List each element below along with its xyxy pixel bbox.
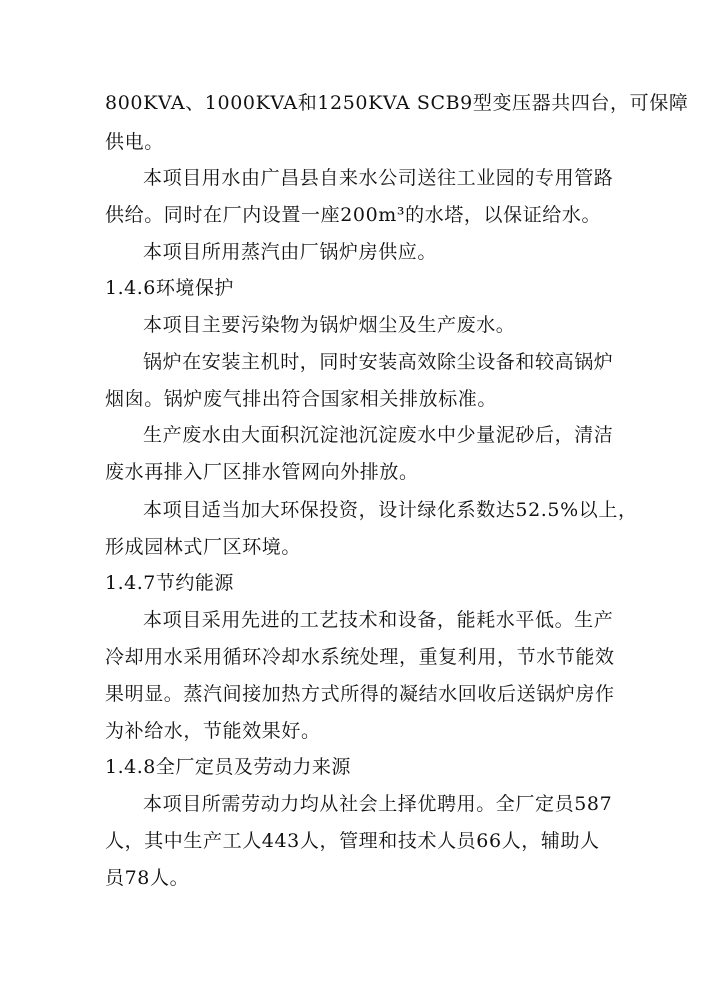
paragraph-line: 供电。 (105, 131, 164, 153)
paragraph-line: 本项目适当加大环保投资，设计绿化系数达52.5%以上， (143, 499, 638, 521)
paragraph-line: 本项目采用先进的工艺技术和设备，能耗水平低。生产 (143, 609, 614, 631)
paragraph-line: 本项目所用蒸汽由厂锅炉房供应。 (143, 241, 438, 263)
section-heading-energy: 1.4.7节约能源 (105, 572, 234, 594)
paragraph-line: 果明显。蒸汽间接加热方式所得的凝结水回收后送锅炉房作 (105, 683, 615, 705)
paragraph-line: 员78人。 (105, 867, 190, 889)
section-heading-staffing: 1.4.8全厂定员及劳动力来源 (105, 756, 351, 778)
paragraph-line: 废水再排入厂区排水管网向外排放。 (105, 461, 419, 483)
paragraph-line: 锅炉在安装主机时，同时安装高效除尘设备和较高锅炉 (143, 351, 614, 373)
paragraph-line: 本项目所需劳动力均从社会上择优聘用。全厂定员587 (143, 793, 613, 815)
paragraph-line: 形成园林式厂区环境。 (105, 536, 302, 558)
paragraph-line: 生产废水由大面积沉淀池沉淀废水中少量泥砂后，清洁 (143, 424, 614, 446)
paragraph-line: 冷却用水采用循环冷却水系统处理，重复利用，节水节能效 (105, 646, 615, 668)
paragraph-line: 本项目用水由广昌县自来水公司送往工业园的专用管路 (143, 167, 614, 189)
paragraph-line: 为补给水，节能效果好。 (105, 720, 321, 742)
section-heading-environment: 1.4.6环境保护 (105, 277, 234, 299)
paragraph-line: 烟囱。锅炉废气排出符合国家相关排放标准。 (105, 388, 498, 410)
paragraph-line: 人，其中生产工人443人，管理和技术人员66人，辅助人 (105, 830, 600, 852)
paragraph-line: 800KVA、1000KVA和1250KVA SCB9型变压器共四台，可保障 (105, 92, 689, 114)
paragraph-line: 本项目主要污染物为锅炉烟尘及生产废水。 (143, 314, 516, 336)
paragraph-line: 供给。同时在厂内设置一座200m³的水塔，以保证给水。 (105, 204, 602, 226)
